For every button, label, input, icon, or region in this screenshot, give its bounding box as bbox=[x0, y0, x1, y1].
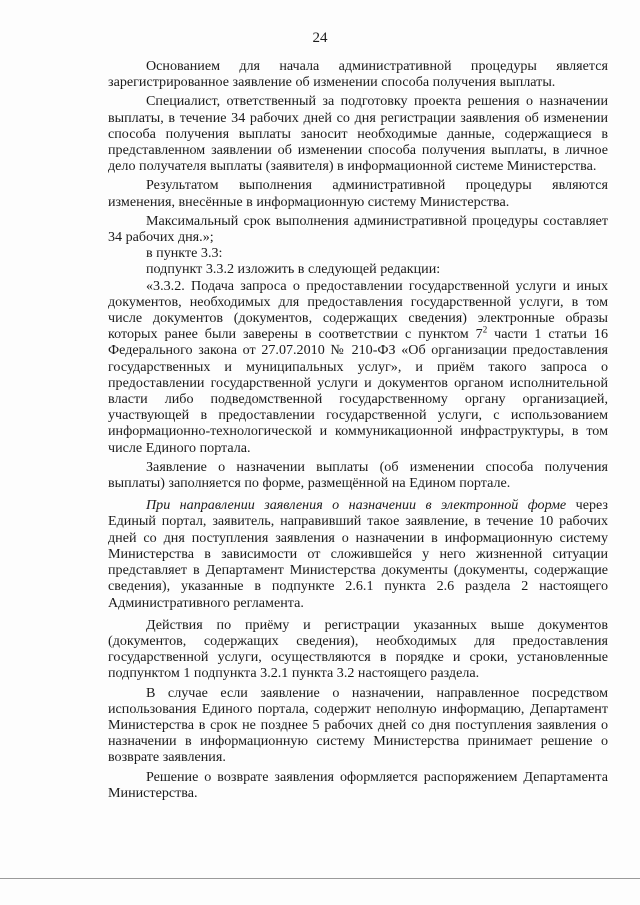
superscript-2: 2 bbox=[482, 324, 488, 335]
paragraph-application-form: Заявление о назначении выплаты (об изменении способа получения выплаты) заполняется по форме, размещённой на Едином портале. bbox=[108, 458, 608, 492]
paragraph-subpoint-edit: подпункт 3.3.2 изложить в следующей редакции: bbox=[146, 261, 441, 278]
paragraph-actions: Действия по приёму и регистрации указанных выше документов (документов, содержащих сведения), необходимых для предоставления государственной услуги, осуществляются в порядке и сроки, установленные подпунктом 1 подпункта 3.2.1 пункта 3.2 настоящего раздела. bbox=[108, 616, 608, 682]
paragraph-in-point: в пункте 3.3: bbox=[146, 245, 223, 262]
electronic-submission-text: через Единый портал, заявитель, направивший такое заявление, в течение 10 рабочих дней со дня поступления заявления о назначении в информационную систему Министерства в зависимости от сложившейся у него жизненной ситуации представляет в Департамент Министерства документы (документы, содержащие сведения), указанные в подпункте 2.6.1 пункта 2.6 раздела 2 настоящего Административного регламента. bbox=[108, 497, 608, 611]
paragraph-3-3-2-part2: части 1 статьи 16 Федерального закона от 27.07.2010 № 210-ФЗ «Об организации предоставления государственных и муниципальных услуг», и приём такого запроса о предоставлении государственной услуги и документов органом исполнительной власти либо подведомственной государственному органу организацией, участвующей в предоставлении государственной услуги, с использованием информационно-технологической и коммуникационной инфраструктуры, в том числе Единого портала. bbox=[108, 326, 608, 456]
paragraph-basis: Основанием для начала административной процедуры является зарегистрированное заявление об изменении способа получения выплаты. bbox=[108, 58, 608, 91]
document-body bbox=[108, 58, 608, 801]
page-number: 24 bbox=[312, 30, 328, 46]
scan-edge-divider bbox=[0, 878, 640, 879]
paragraph-specialist: Специалист, ответственный за подготовку проекта решения о назначении выплаты, в течение 34 рабочих дней со дня регистрации заявления об изменении способа получения выплаты заносит необходимые данные, содержащиеся в представленном заявлении об изменении способа получения выплаты, в личное дело получателя выплаты (заявителя) в информационной системе Министерства. bbox=[108, 93, 608, 175]
paragraph-electronic-submission bbox=[108, 497, 608, 610]
paragraph-result: Результатом выполнения административной процедуры являются изменения, внесённые в информационную систему Министерства. bbox=[108, 177, 608, 210]
paragraph-3-3-2 bbox=[108, 278, 608, 456]
paragraph-return-decision: Решение о возврате заявления оформляется распоряжением Департамента Министерства. bbox=[108, 768, 608, 801]
italic-phrase: При направлении заявления о назначении в электронной форме bbox=[146, 497, 567, 514]
paragraph-max-term: Максимальный срок выполнения административной процедуры составляет 34 рабочих дня.»; bbox=[108, 212, 608, 246]
paragraph-3-3-2-part1: «3.3.2. Подача запроса о предоставлении государственной услуги и иных документов, необходимых для предоставления государственной услуги, в том числе документов (документов, содержащих сведения) электронные образы которых ранее были заверены в соответствии с пунктом 7 bbox=[108, 277, 608, 343]
paragraph-incomplete-info: В случае если заявление о назначении, направленное посредством использования Единого портала, содержит неполную информацию, Департамент Министерства в срок не позднее 5 рабочих дней со дня поступления заявления о назначении в информационную систему Министерства принимает решение о возврате заявления. bbox=[108, 684, 608, 766]
